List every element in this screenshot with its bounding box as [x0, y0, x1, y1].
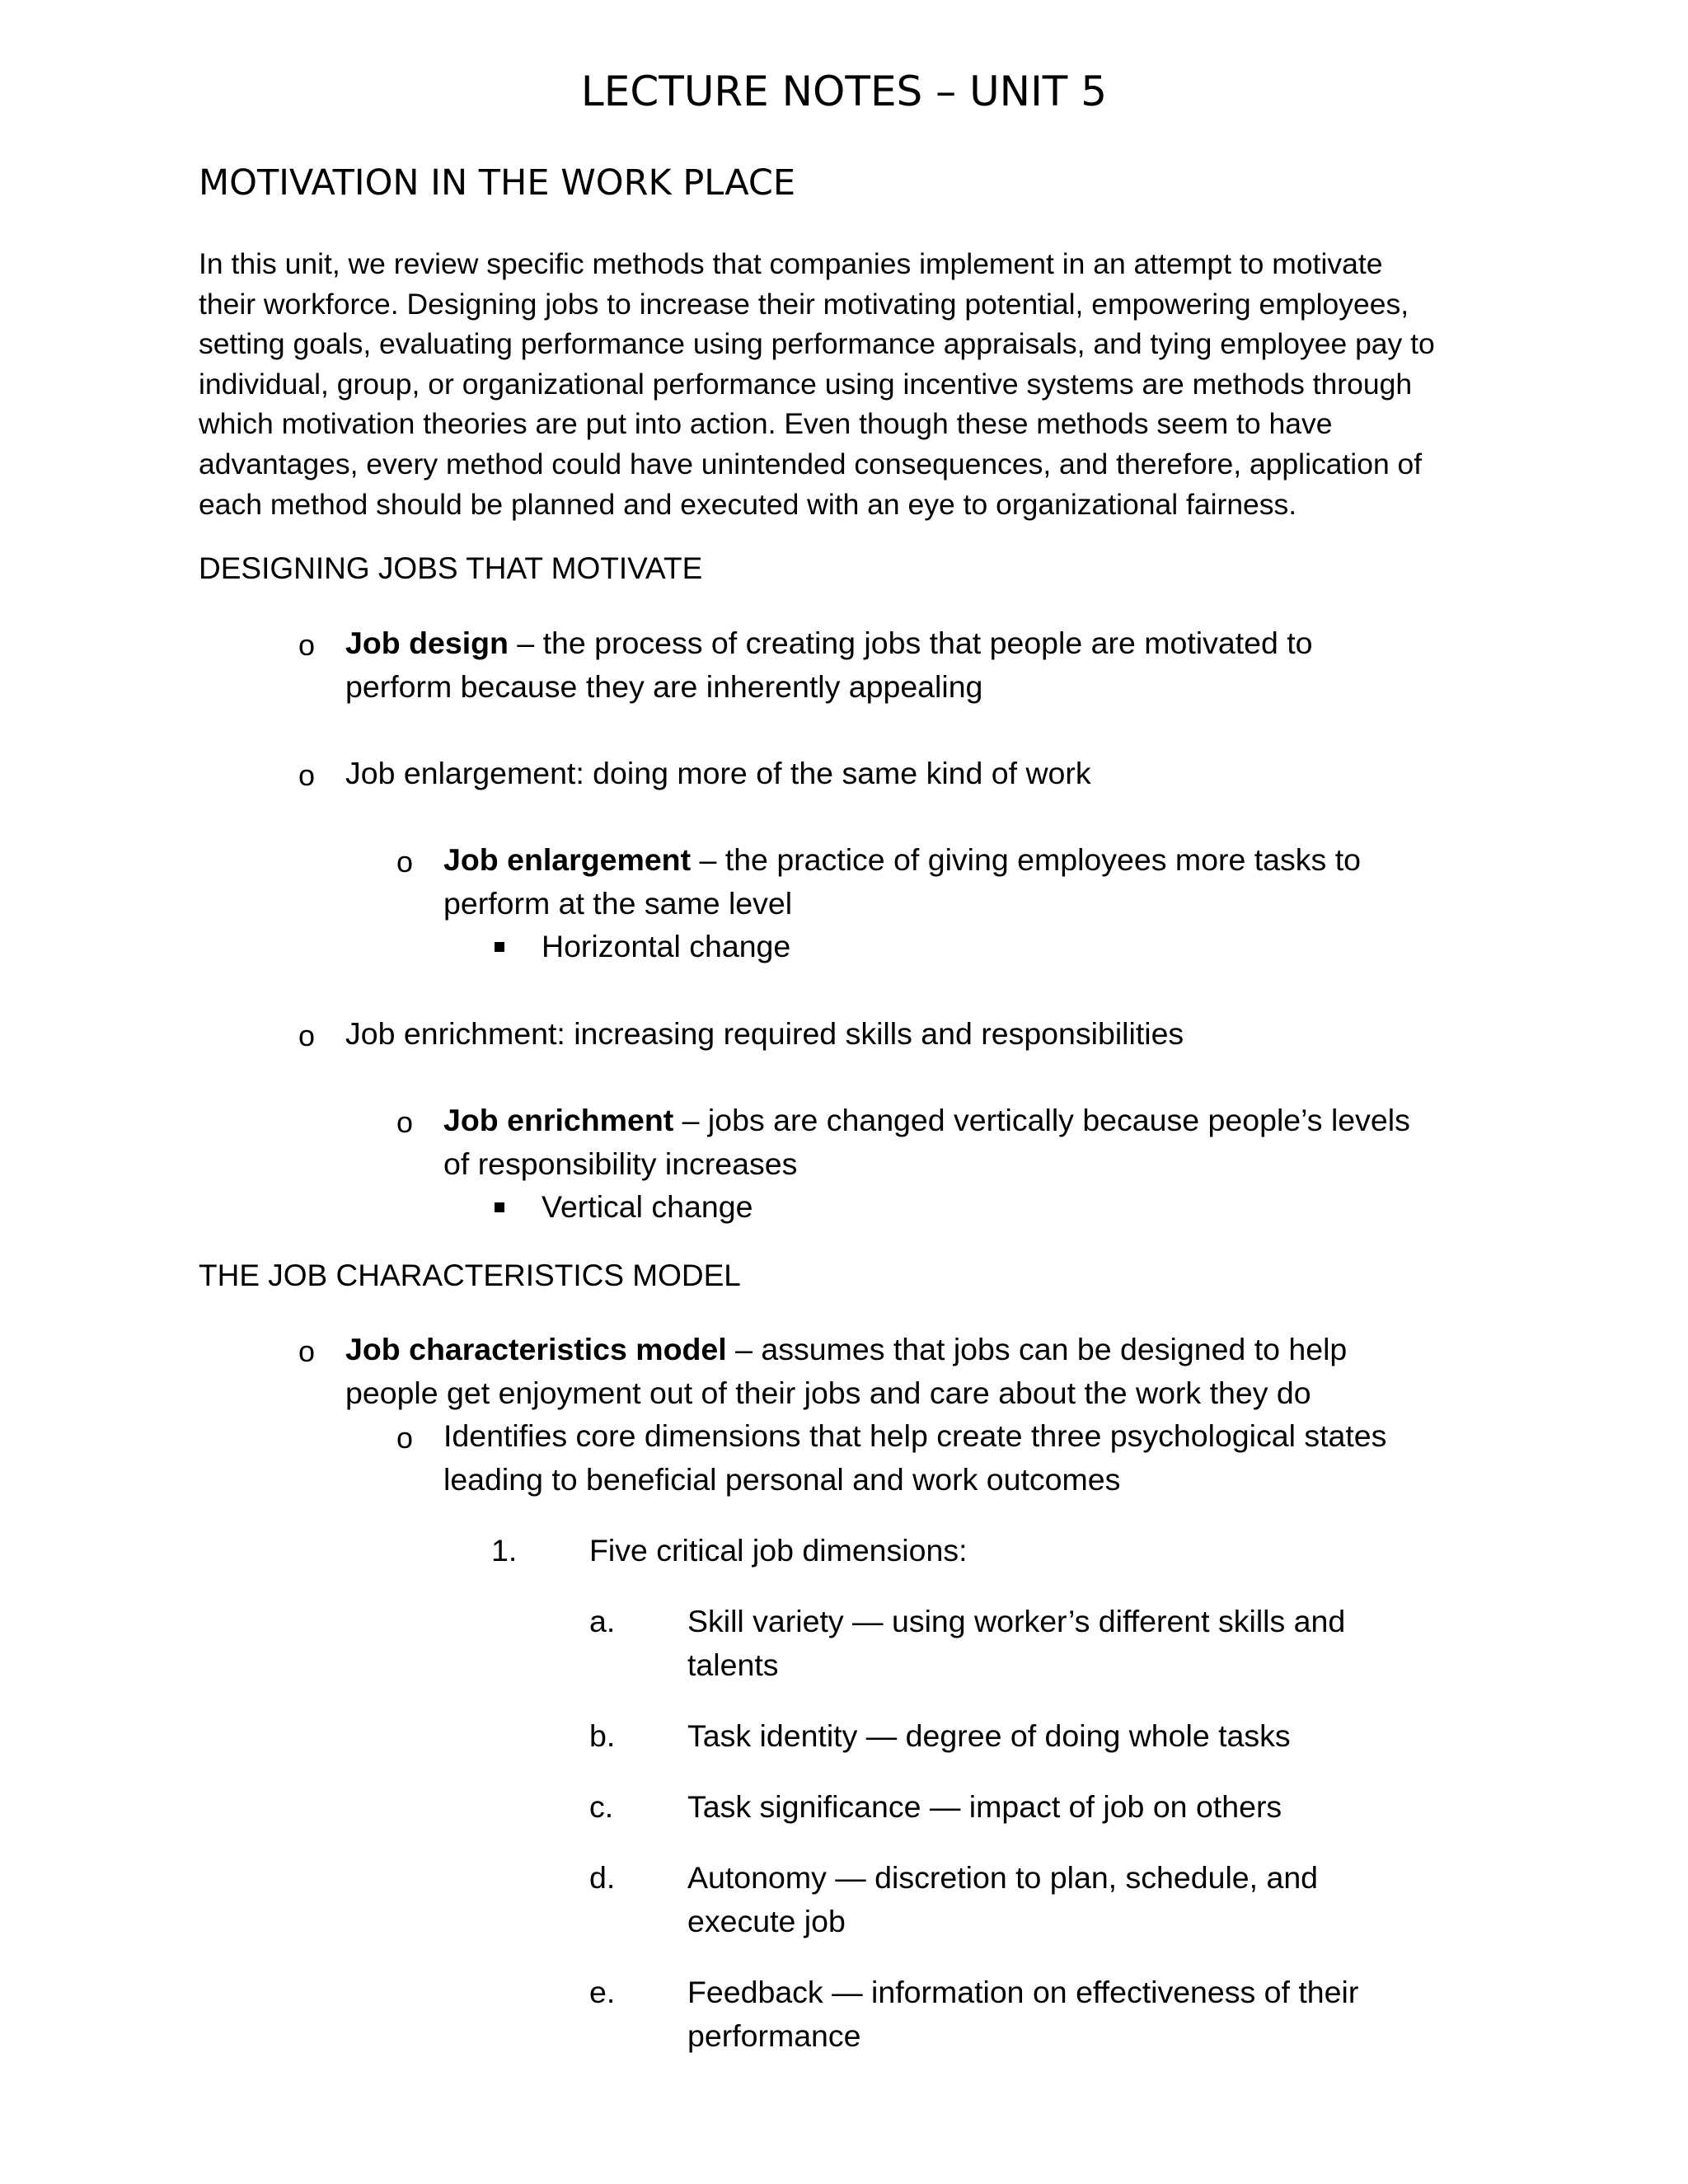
dimension-letter: c.	[589, 1789, 614, 1824]
intro-line: advantages, every method could have unintended consequences, and therefore, application of	[199, 447, 1423, 480]
dimension-task-significance: Task significance — impact of job on others	[687, 1789, 1282, 1824]
sub-item-horizontal-change: Horizontal change	[542, 929, 791, 963]
bullet-icon: o	[298, 1334, 316, 1368]
list-item-jcm	[345, 1328, 1347, 1371]
bullet-icon: o	[298, 628, 316, 662]
term-jcm: Job characteristics model	[345, 1332, 727, 1366]
dimension-continuation: performance	[687, 2018, 861, 2053]
list-item-job-design	[345, 621, 1313, 665]
bullet-icon: o	[396, 845, 414, 879]
list-item-job-enrichment	[443, 1099, 1410, 1142]
section-heading-designing: DESIGNING JOBS THAT MOTIVATE	[199, 551, 703, 585]
term-job-enrichment: Job enrichment	[443, 1103, 674, 1137]
dimension-skill-variety: Skill variety — using worker’s different skills and	[687, 1604, 1346, 1638]
dimension-continuation: talents	[687, 1647, 779, 1682]
page-title: LECTURE NOTES – UNIT 5	[580, 68, 1108, 115]
intro-line: their workforce. Designing jobs to increase their motivating potential, empowering employees,	[199, 287, 1409, 321]
intro-line: individual, group, or organizational performance using incentive systems are methods through	[199, 367, 1413, 401]
dimension-letter: b.	[589, 1718, 616, 1753]
square-bullet-icon	[495, 942, 504, 952]
numbered-item-text: Five critical job dimensions:	[589, 1533, 968, 1568]
intro-line: each method should be planned and executed with an eye to organizational fairness.	[199, 487, 1297, 521]
intro-line: In this unit, we review specific methods that companies implement in an attempt to motivate	[199, 247, 1383, 280]
square-bullet-icon	[495, 1202, 504, 1212]
definition-continuation: of responsibility increases	[443, 1146, 798, 1181]
list-item-core-dimensions: Identifies core dimensions that help create three psychological states	[443, 1418, 1387, 1453]
intro-line: setting goals, evaluating performance using performance appraisals, and tying employee pay to	[199, 327, 1435, 361]
definition-continuation: leading to beneficial personal and work outcomes	[443, 1462, 1121, 1497]
definition-continuation: perform because they are inherently appealing	[345, 669, 983, 704]
dimension-autonomy: Autonomy — discretion to plan, schedule, and	[687, 1860, 1319, 1895]
definition-continuation: perform at the same level	[443, 886, 793, 921]
dimension-feedback: Feedback — information on effectiveness of their	[687, 1975, 1359, 2009]
section-heading-jcm: THE JOB CHARACTERISTICS MODEL	[199, 1258, 741, 1292]
term-job-enlargement: Job enlargement	[443, 842, 692, 877]
list-item-job-enlargement	[443, 838, 1361, 882]
bullet-icon: o	[396, 1105, 414, 1139]
intro-line: which motivation theories are put into action. Even though these methods seem to have	[199, 407, 1333, 441]
list-item-job-enrichment-intro: Job enrichment: increasing required skills and responsibilities	[345, 1016, 1184, 1051]
numbered-marker: 1.	[491, 1533, 518, 1568]
bullet-icon: o	[298, 758, 316, 792]
page-subtitle: MOTIVATION IN THE WORK PLACE	[199, 162, 796, 204]
definition-continuation: people get enjoyment out of their jobs and care about the work they do	[345, 1376, 1311, 1410]
list-item-job-enlargement-intro: Job enlargement: doing more of the same kind of work	[345, 756, 1091, 790]
definition-text: – assumes that jobs can be designed to help	[726, 1332, 1348, 1366]
bullet-icon: o	[298, 1019, 316, 1052]
bullet-icon: o	[396, 1421, 414, 1455]
sub-item-vertical-change: Vertical change	[542, 1189, 753, 1224]
dimension-letter: a.	[589, 1604, 616, 1638]
dimension-task-identity: Task identity — degree of doing whole tasks	[687, 1718, 1291, 1753]
dimension-continuation: execute job	[687, 1904, 846, 1938]
dimension-letter: e.	[589, 1975, 616, 2009]
term-job-design: Job design	[345, 626, 509, 660]
definition-text: – the practice of giving employees more tasks to	[691, 842, 1361, 877]
definition-text: – the process of creating jobs that people are motivated to	[508, 626, 1313, 660]
intro-paragraph	[199, 244, 1484, 524]
dimension-letter: d.	[589, 1860, 616, 1895]
definition-text: – jobs are changed vertically because people’s levels	[673, 1103, 1410, 1137]
